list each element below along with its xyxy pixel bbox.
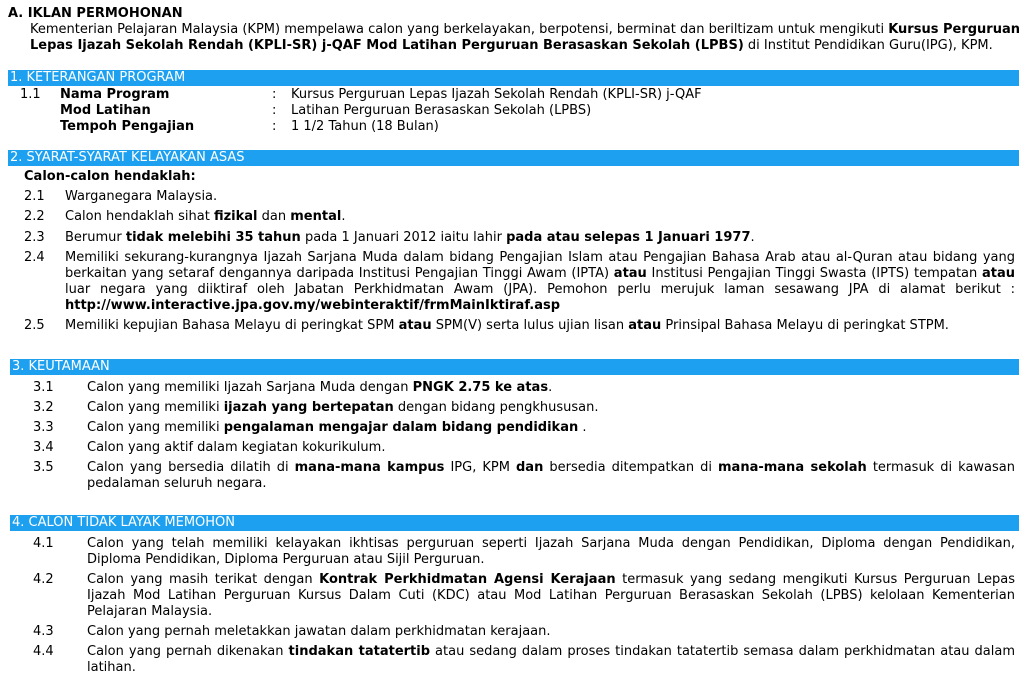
section-a-title: A. IKLAN PERMOHONAN [8,6,183,21]
label-mod: Mod Latihan [60,103,151,118]
section-2-lead: Calon-calon hendaklah: [24,169,196,184]
value-mod: Latihan Perguruan Berasaskan Sekolah (LPBS) [291,103,592,118]
label-tempoh: Tempoh Pengajian [60,119,195,134]
section-1-header: 1. KETERANGAN PROGRAM [8,70,1019,86]
item-number: 1.1 [20,87,41,102]
colon: : [272,119,277,134]
colon: : [272,103,277,118]
label-program: Nama Program [60,87,170,102]
intro-paragraph: Kementerian Pelajaran Malaysia (KPM) mempelawa calon yang berkelayakan, berpotensi, berminat dan beriltizam untuk mengikuti Kursus Perguruan Lepas Ijazah Sekolah Rendah (KPLI-SR) j-QAF Mod Latihan Perguruan Berasaskan Sekolah (LPBS) di Institut Pendidikan Guru(IPG), KPM. [30,22,1020,53]
section-2-header: 2. SYARAT-SYARAT KELAYAKAN ASAS [8,150,1019,166]
value-tempoh: 1 1/2 Tahun (18 Bulan) [291,119,439,134]
colon: : [272,87,277,102]
section-4-header: 4. CALON TIDAK LAYAK MEMOHON [10,515,1019,531]
document-page: A. IKLAN PERMOHONAN Kementerian Pelajaran Malaysia (KPM) mempelawa calon yang berkelayakan, berpotensi, berminat dan beriltizam untuk mengikuti Kursus Perguruan Lepas Ijazah Sekolah Rendah (KPLI-SR) j-QAF Mod Latihan Perguruan Berasaskan Sekolah (LPBS) di Institut Pendidikan Guru(IPG), KPM. 1. KETERANGAN PROGRAM 1.1 Nama Program : Kursus Perguruan Lepas Ijazah Sekolah Rendah (KPLI-SR) j-QAF Mod Latihan : Latihan Perguruan Berasaskan Sekolah (LPBS) Tempoh Pengajian : 1 1/2 Tahun (18 Bulan) 2. SYARAT-SYARAT KELAYAKAN ASAS Calon-calon hendaklah: 2.1 Warganegara Malaysia. 2.2 Calon hendaklah sihat fizikal dan mental. 2.3 Berumur tidak melebihi 35 tahun pada 1 Januari 2012 iaitu lahir pada atau selepas 1 Januari 1977. 2.4 Memiliki sekurang-kurangnya Ijazah Sarjana Muda dalam bidang Pengajian Islam atau Pengajian Bahasa Arab atau al-Quran atau bidang yang berkaitan yang setaraf dengannya daripada Institusi Pengajian Tinggi Awam (IPTA) atau Institusi Pengajian Tinggi Swasta (IPTS) tempatan atau luar negara yang diiktiraf oleh Jabatan Perkhidmatan Awam (JPA). Pemohon perlu merujuk laman sesawang JPA di alamat berikut : http://www.interactive.jpa.gov.my/webinteraktif/frmMainIktiraf.asp 2.5 Memiliki kepujian Bahasa Melayu di peringkat SPM atau SPM(V) serta lulus ujian lisan atau Prinsipal Bahasa Melayu di peringkat STPM. 3. KEUTAMAAN 3.1 Calon yang memiliki Ijazah Sarjana Muda dengan PNGK 2.75 ke atas. 3.2 Calon yang memiliki ijazah yang bertepatan dengan bidang pengkhususan. 3.3 Calon yang memiliki pengalaman mengajar dalam bidang pendidikan . 3.4 Calon yang aktif dalam kegiatan kokurikulum. 3.5 Calon yang bersedia dilatih di mana-mana kampus IPG, KPM dan bersedia ditempatkan di mana-mana sekolah termasuk di kawasan pedalaman seluruh negara. 4. CALON TIDAK LAYAK MEMOHON 4.1 Calon yang telah memiliki kelayakan ikhtisas perguruan seperti Ijazah Sarjana Muda dengan Pendidikan, Diploma dengan Pendidikan, Diploma Pendidikan, Diploma Perguruan atau Sijil Perguruan. 4.2 Calon yang masih terikat dengan Kontrak Perkhidmatan Agensi Kerajaan termasuk yang sedang mengikuti Kursus Perguruan Lepas Ijazah Mod Latihan Perguruan Kursus Dalam Cuti (KDC) atau Mod Latihan Perguruan Berasaskan Sekolah (LPBS) kelolaan Kementerian Pelajaran Malaysia. 4.3 Calon yang pernah meletakkan jawatan dalam perkhidmatan kerajaan. 4.4 Calon yang pernah dikenakan tindakan tatatertib atau sedang dalam proses tindakan tatatertib semasa dalam perkhidmatan atau dalam latihan. [0,0,1030,670]
section-3-header: 3. KEUTAMAAN [10,359,1019,375]
value-program: Kursus Perguruan Lepas Ijazah Sekolah Rendah (KPLI-SR) j-QAF [291,87,702,102]
jpa-link: http://www.interactive.jpa.gov.my/webinteraktif/frmMainIktiraf.asp [65,298,561,313]
program-details [0,87,1030,137]
